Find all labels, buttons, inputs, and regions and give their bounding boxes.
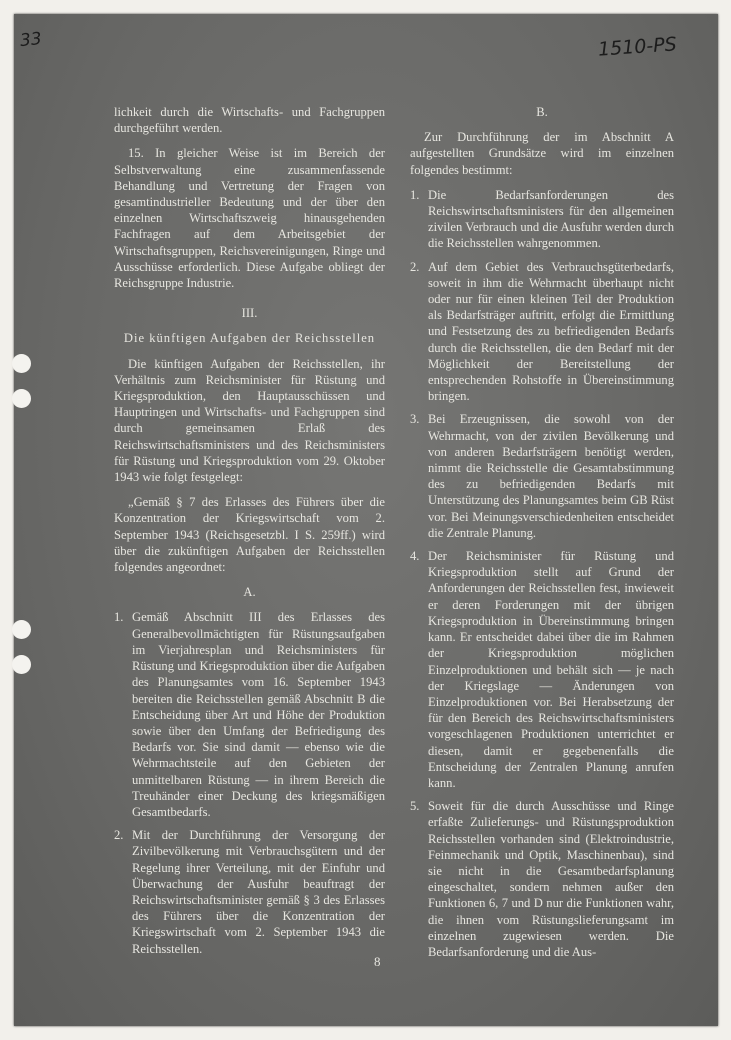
- list-item: [410, 259, 674, 405]
- list-item-text: Der Reichsminister für Rüstung und Kriegsproduktion stellt auf Grund der Anforderungen der Reichsstellen fest, inwieweit er deren Forderungen mit der übrigen Kriegsproduktion in Übereinstimmung bringen kann. Er entscheidet dabei über die im Rahmen der Kriegsproduktion möglichen Einzelproduktionen und behält sich — je nach der Kriegslage — Änderungen von Einzelproduktionen vor. Bei Herabsetzung der für den Bereich des Reichswirtschaftsministers vorgeschlagenen Produktionen unterrichtet er diesen, damit er gegebenenfalls die Entscheidung der Zentralen Planung anrufen kann.: [428, 549, 674, 790]
- list-item: [410, 187, 674, 252]
- list-item-number: 5.: [410, 799, 420, 814]
- right-column: [410, 104, 674, 967]
- list-item-text: Bei Erzeugnissen, die sowohl von der Wehrmacht, von der zivilen Bevölkerung und von anderen Bedarfsträgern benötigt werden, nimmt die Reichsstelle die Gesamtabstimmung des zu befriedigenden Bedarfs mit Unterstützung des Planungsamtes beim GB Rüst vor. Bei Meinungsverschiedenheiten entscheidet die Zentrale Planung.: [428, 412, 674, 540]
- list-item-text: Die Bedarfsanforderungen des Reichswirtschaftsministers für den allgemeinen zivilen Verbrauch und die Ausfuhr werden durch die Reichsstellen wahrgenommen.: [428, 187, 674, 251]
- list-item: [410, 411, 674, 541]
- list-item-number: 2.: [410, 259, 420, 274]
- document-page: [14, 14, 718, 1026]
- list-item: [114, 827, 385, 957]
- handwritten-document-id: 1510-PS: [597, 33, 678, 61]
- paragraph-b-intro: Zur Durchführung der im Abschnitt A aufgestellten Grundsätze wird im einzelnen folgendes bestimmt:: [410, 130, 674, 177]
- list-item-number: 1.: [114, 610, 124, 625]
- paragraph-quote: „Gemäß § 7 des Erlasses des Führers über die Konzentration der Kriegswirtschaft vom 2. September 1943 (Reichsgesetzbl. I S. 259ff.) wird über die zukünftigen Aufgaben der Reichsstellen folgendes angeordnet:: [114, 495, 385, 575]
- list-item: [410, 798, 674, 960]
- list-item-text: Auf dem Gebiet des Verbrauchsgüterbedarfs, soweit in ihm die Wehrmacht überhaupt nicht oder nur für einen kleinen Teil der Produktion als Bedarfsträger auftritt, erfolgt die Ermittlung und Festsetzung des zu befriedigenden Bedarfs durch die Reichsstellen, die den Bedarf mit der Möglichkeit der Bereitstellung der entsprechenden Rohstoffe in Übereinstimmung bringen.: [428, 259, 674, 404]
- list-item: [410, 548, 674, 791]
- punch-hole: [12, 389, 31, 408]
- list-item-text: Gemäß Abschnitt III des Erlasses des Generalbevollmächtigten für Rüstungsaufgaben im Vierjahresplan und Reichsministers für Rüstung und Kriegsproduktion über die Aufgaben des Planungsamtes vom 16. September 1943 bereiten die Reichsstellen gemäß Abschnitt B die Entscheidung über Art und Höhe der Produktion sowie über den Umfang der Befriedigung des Bedarfs vor. Sie sind damit — ebenso wie die Wehrmachtsteile auf den Gebieten der unmittelbaren Rüstung — in ihrem Bereich die Treuhänder einer Deckung des kriegsmäßigen Gesamtbedarfs.: [132, 610, 385, 819]
- list-item-number: 2.: [114, 828, 124, 843]
- punch-hole: [12, 354, 31, 373]
- punch-hole: [12, 655, 31, 674]
- paragraph-intro: Die künftigen Aufgaben der Reichsstellen, ihr Verhältnis zum Reichsminister für Rüstung und Kriegsproduktion, den Hauptausschüssen und Hauptringen und Wirtschafts- und Fachgruppen sind durch gemeinsamen Erlaß des Reichswirtschaftsministers und des Reichsministers für Rüstung und Kriegsproduktion vom 29. Oktober 1943 wie folgt festgelegt:: [114, 356, 385, 485]
- list-item-number: 3.: [410, 412, 420, 427]
- subsection-b: B.: [536, 105, 548, 119]
- punch-hole: [12, 620, 31, 639]
- list-item: [114, 609, 385, 820]
- section-numeral: III.: [241, 306, 258, 321]
- left-column: [114, 104, 385, 964]
- section-title: Die künftigen Aufgaben der Reichsstellen: [123, 331, 376, 346]
- page-number: 8: [374, 954, 381, 969]
- paragraph-15: 15. In gleicher Weise ist im Bereich der Selbstverwaltung eine zusammenfassende Behandlung und Vertretung der Fragen von gesamtindustrieller Bedeutung und der über den einzelnen Wirtschaftszweig hinausgehenden Fachfragen auf dem Arbeitsgebiet der Wirtschaftsgruppen, Reichsvereinigungen, Ringe und Ausschüsse erforderlich. Diese Aufgabe obliegt der Reichsgruppe Industrie.: [114, 146, 385, 291]
- subsection-a: A.: [243, 585, 256, 600]
- list-item-number: 1.: [410, 187, 420, 202]
- handwritten-page-mark: 33: [19, 28, 43, 52]
- list-item-number: 4.: [410, 549, 420, 564]
- list-item-text: Mit der Durchführung der Versorgung der Zivilbevölkerung mit Verbrauchsgütern und der Regelung ihrer Verteilung, mit der Einfuhr und Überwachung der Ausfuhr beauftragt der Reichswirtschaftsminister gemäß § 3 des Erlasses des Führers über die Konzentration der Kriegswirtschaft vom 2. September 1943 die Reichsstellen.: [132, 828, 385, 956]
- list-item-text: Soweit für die durch Ausschüsse und Ringe erfaßte Zulieferungs- und Rüstungsproduktion Reichsstellen vorhanden sind (Elektroindustrie, Feinmechanik und Optik, Maschinenbau), sind sie nicht in die Gesamtbedarfsplanung eingeschaltet, sondern nehmen außer den Funktionen 6, 7 und D nur die Funktionen wahr, die ihnen vom Rüstungslieferungsamt im einzelnen zugewiesen werden. Die Bedarfsanforderung und die Aus-: [428, 799, 674, 959]
- paragraph-continuation: lichkeit durch die Wirtschafts- und Fachgruppen durchgeführt werden.: [114, 105, 385, 136]
